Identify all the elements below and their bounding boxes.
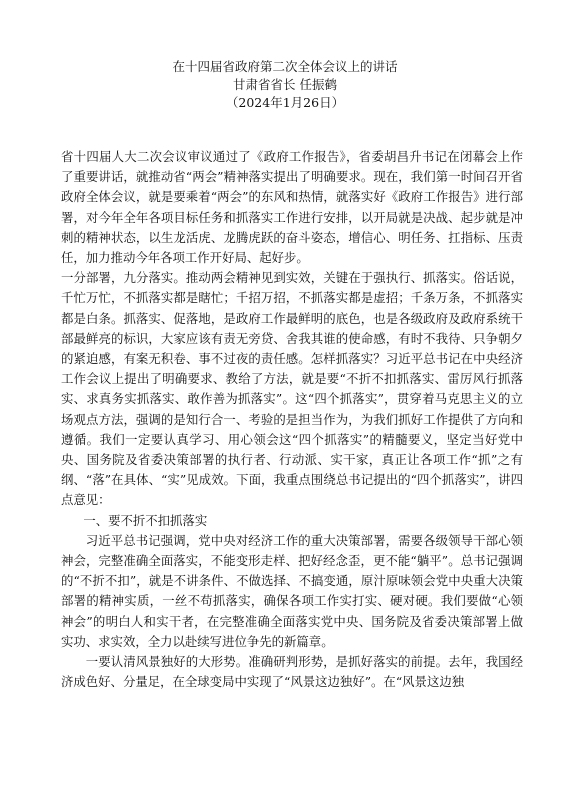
document-body [61,147,523,692]
document-title: 在十四届省政府第二次全体会议上的讲话 [172,59,398,74]
date-line: （2024年1月26日） [225,95,345,110]
section-heading: 一、要不折不扣抓落实 [83,512,208,528]
paragraph: 习近平总书记强调，党中央对经济工作的重大决策部署，需要各级领导干部心领神会，完整准确全面落实，不能变形走样、把好经念歪，更不能“躺平”。总书记强调的“不折不扣”，就是不讲条件、不做选择、不搞变通，原汁原味领会党中央重大决策部署的精神实质，一丝不苟抓落实，确保各项工作实打实、硬对硬。我们要做“心领神会”的明白人和实干者，在完整准确全面落实党中央、国务院及省委决策部署上做实功、求实效，全力以赴续写进位争先的新篇章。 [61,532,523,649]
author-line: 甘肃省省长 任振鹤 [233,77,337,92]
document-header [0,58,570,112]
paragraph: 省十四届人大二次会议审议通过了《政府工作报告》，省委胡昌升书记在闭幕会上作了重要讲话，就推动省“两会”精神落实提出了明确要求。现在，我们第一时间召开省政府全体会议，就是要乘着“两会”的东风和热情，就落实好《政府工作报告》进行部署，对今年全年各项目标任务和抓落实工作进行安排，以开局就是决战、起步就是冲刺的精神状态，以生龙活虎、龙腾虎跃的奋斗姿态，增信心、明任务、扛指标、压责任，加力推动今年各项工作开好局、起好步。 [61,149,523,266]
paragraph: 一分部署，九分落实。推动两会精神见到实效，关键在于强执行、抓落实。俗话说，千忙万忙，不抓落实都是瞎忙；千招万招，不抓落实都是虚招；千条万条，不抓落实都是白条。抓落实、促落地，是政府工作最鲜明的底色，也是各级政府及政府系统干部最鲜亮的标识，大家应该有责无旁贷、舍我其谁的使命感，有时不我待、只争朝夕的紧迫感，有案无积卷、事不过夜的责任感。怎样抓落实？习近平总书记在中央经济工作会议上提出了明确要求、教给了方法，就是要“不折不扣抓落实、雷厉风行抓落实、求真务实抓落实、敢作善为抓落实”。这“四个抓落实”，贯穿着马克思主义的立场观点方法，强调的是知行合一、考验的是担当作为，为我们抓好工作提供了方向和遵循。我们一定要认真学习、用心领会这“四个抓落实”的精髓要义，坚定当好党中央、国务院及省委决策部署的执行者、行动派、实干家，真正让各项工作“抓”之有纲、“落”在具体、“实”见成效。下面，我重点围绕总书记提出的“四个抓落实”，讲四点意见： [61,270,523,508]
paragraph: 一要认清风景独好的大形势。准确研判形势，是抓好落实的前提。去年，我国经济成色好、分量足，在全球变局中实现了“风景这边独好”。在“风景这边独 [61,654,523,690]
